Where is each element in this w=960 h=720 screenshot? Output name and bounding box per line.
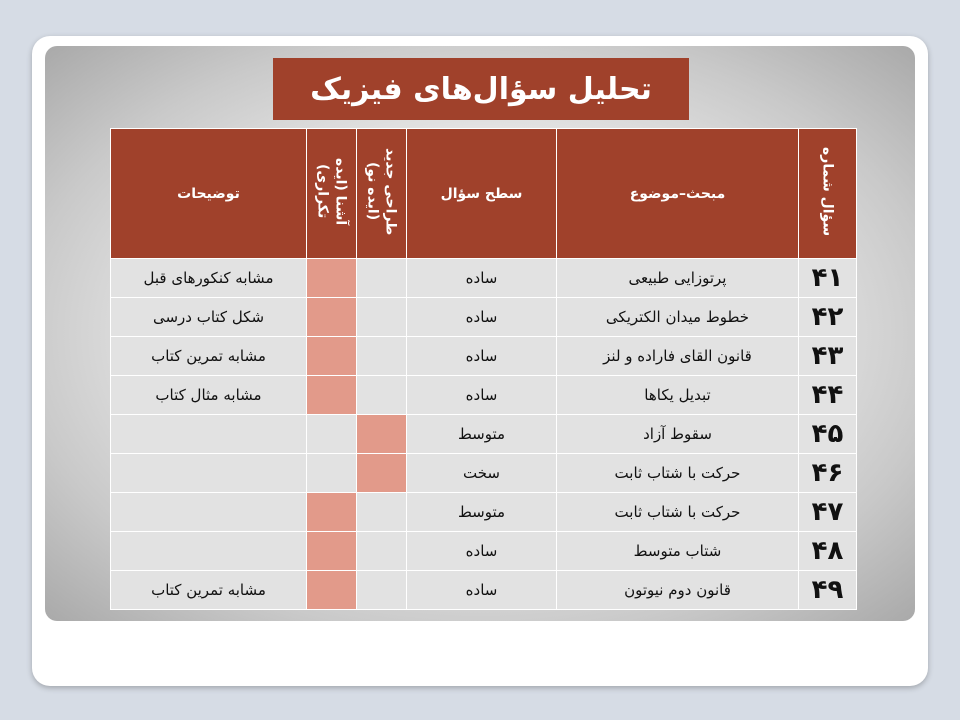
cell-level: ساده — [407, 532, 557, 571]
header-new-design: طراحی جدید (ایده نو) — [357, 129, 407, 259]
cell-note: مشابه کنکورهای قبل — [111, 259, 307, 298]
cell-note — [111, 415, 307, 454]
cell-new-design-marker — [357, 415, 407, 454]
cell-new-design-marker — [357, 298, 407, 337]
page-title — [273, 58, 689, 120]
header-notes: توضیحات — [111, 129, 307, 259]
table-row — [111, 493, 857, 532]
table-row — [111, 532, 857, 571]
cell-level: ساده — [407, 298, 557, 337]
cell-number: ۴۳ — [799, 337, 857, 376]
cell-note: مشابه تمرین کتاب — [111, 571, 307, 610]
cell-familiar-marker — [307, 454, 357, 493]
table-row — [111, 571, 857, 610]
cell-topic: قانون دوم نیوتون — [557, 571, 799, 610]
cell-topic: پرتوزایی طبیعی — [557, 259, 799, 298]
cell-number: ۴۹ — [799, 571, 857, 610]
cell-note — [111, 454, 307, 493]
cell-familiar-marker — [307, 493, 357, 532]
cell-note: شکل کتاب درسی — [111, 298, 307, 337]
cell-new-design-marker — [357, 493, 407, 532]
header-familiar: آشنا (ایده تکراری) — [307, 129, 357, 259]
cell-topic: سقوط آزاد — [557, 415, 799, 454]
cell-new-design-marker — [357, 259, 407, 298]
cell-number: ۴۸ — [799, 532, 857, 571]
cell-level: متوسط — [407, 415, 557, 454]
cell-familiar-marker — [307, 415, 357, 454]
analysis-table — [110, 128, 857, 610]
cell-level: متوسط — [407, 493, 557, 532]
cell-topic: حرکت با شتاب ثابت — [557, 493, 799, 532]
cell-topic: قانون القای فاراده و لنز — [557, 337, 799, 376]
cell-familiar-marker — [307, 532, 357, 571]
table-header-row — [111, 129, 857, 259]
header-level: سطح سؤال — [407, 129, 557, 259]
cell-number: ۴۷ — [799, 493, 857, 532]
cell-familiar-marker — [307, 337, 357, 376]
table-row — [111, 376, 857, 415]
header-number: سؤال شماره — [799, 129, 857, 259]
cell-familiar-marker — [307, 298, 357, 337]
cell-level: ساده — [407, 337, 557, 376]
page-title-text: تحلیل سؤال‌های فیزیک — [310, 71, 652, 107]
cell-note — [111, 493, 307, 532]
cell-note: مشابه مثال کتاب — [111, 376, 307, 415]
cell-familiar-marker — [307, 376, 357, 415]
cell-number: ۴۵ — [799, 415, 857, 454]
cell-familiar-marker — [307, 259, 357, 298]
table-row — [111, 259, 857, 298]
header-topic: مبحث–موضوع — [557, 129, 799, 259]
cell-number: ۴۴ — [799, 376, 857, 415]
cell-topic: خطوط میدان الکتریکی — [557, 298, 799, 337]
cell-new-design-marker — [357, 532, 407, 571]
cell-number: ۴۲ — [799, 298, 857, 337]
cell-note: مشابه تمرین کتاب — [111, 337, 307, 376]
cell-level: ساده — [407, 376, 557, 415]
table-row — [111, 298, 857, 337]
cell-new-design-marker — [357, 376, 407, 415]
cell-level: ساده — [407, 571, 557, 610]
cell-level: سخت — [407, 454, 557, 493]
cell-number: ۴۶ — [799, 454, 857, 493]
cell-topic: شتاب متوسط — [557, 532, 799, 571]
cell-new-design-marker — [357, 337, 407, 376]
table-row — [111, 415, 857, 454]
cell-note — [111, 532, 307, 571]
cell-topic: حرکت با شتاب ثابت — [557, 454, 799, 493]
table-row — [111, 454, 857, 493]
cell-topic: تبدیل یکاها — [557, 376, 799, 415]
cell-new-design-marker — [357, 454, 407, 493]
cell-level: ساده — [407, 259, 557, 298]
cell-familiar-marker — [307, 571, 357, 610]
cell-new-design-marker — [357, 571, 407, 610]
cell-number: ۴۱ — [799, 259, 857, 298]
table-row — [111, 337, 857, 376]
